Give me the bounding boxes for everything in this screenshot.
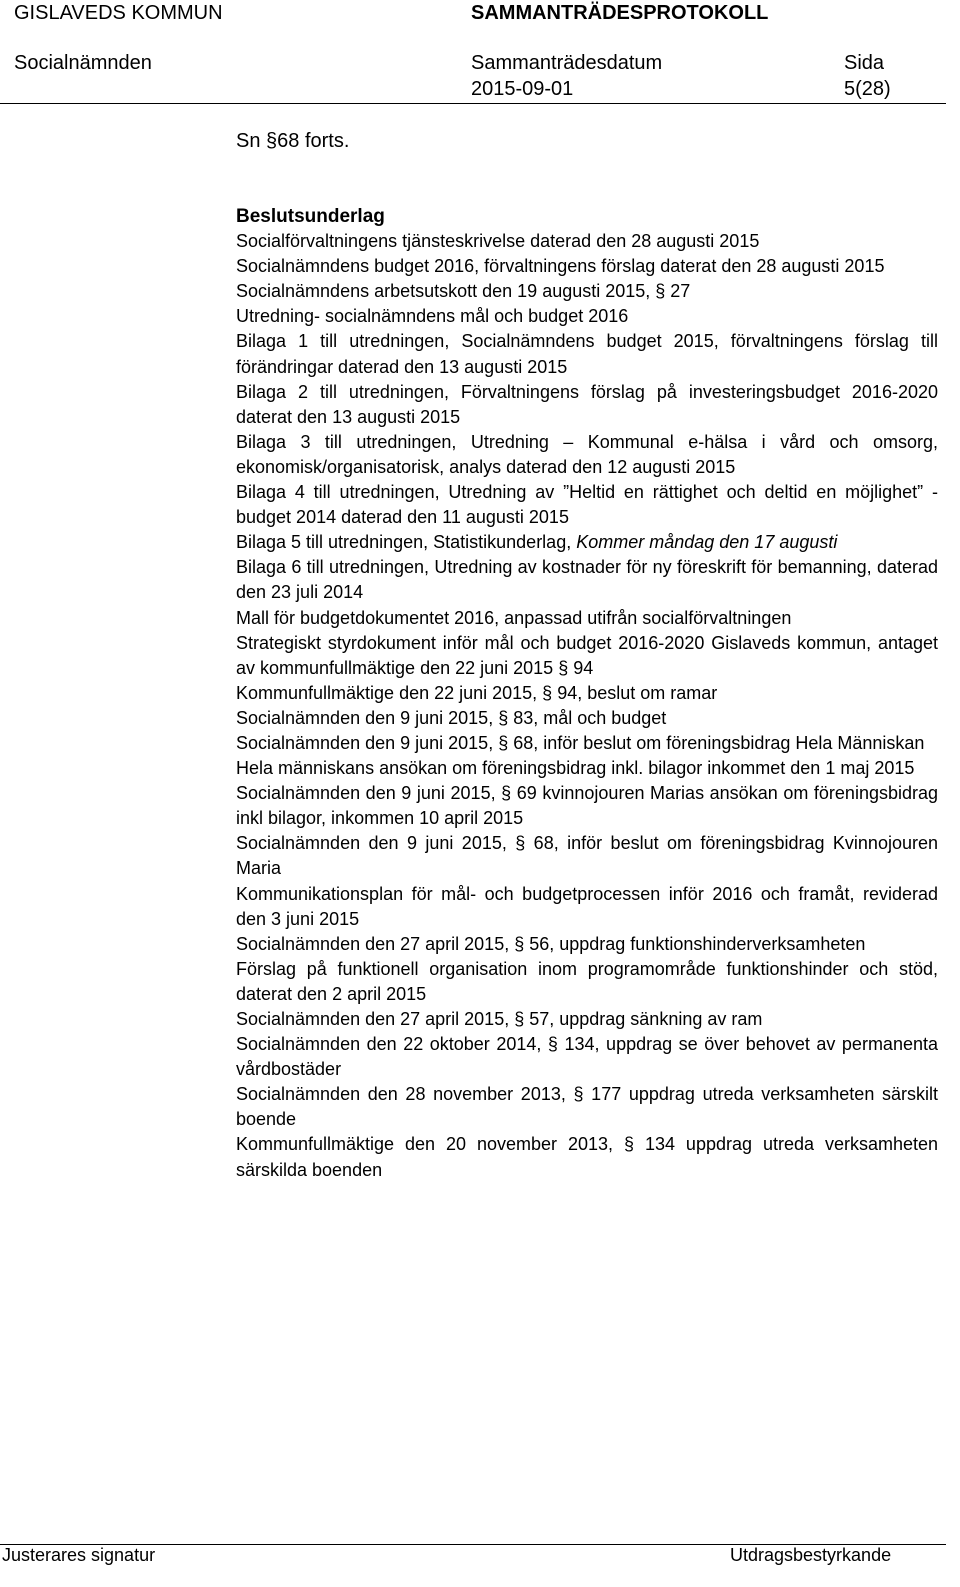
meeting-date: 2015-09-01 (471, 78, 574, 100)
list-item: Socialförvaltningens tjänsteskrivelse daterad den 28 augusti 2015 (236, 231, 760, 252)
list-item-bilaga-5 (236, 530, 938, 555)
board-name: Socialnämnden (14, 52, 152, 74)
section-reference: Sn §68 forts. (236, 130, 350, 152)
list-item-text: Bilaga 5 till utredningen, Statistikunderlag, (236, 532, 577, 553)
list-item-italic-note: Kommer måndag den 17 augusti (576, 532, 838, 553)
list-item: Kommunfullmäktige den 20 november 2013, § 134 uppdrag utreda verksamheten särskilda boenden (236, 1134, 938, 1180)
header-divider (0, 103, 946, 104)
list-item: Mall för budgetdokumentet 2016, anpassad utifrån socialförvaltningen (236, 607, 792, 628)
list-item: Socialnämndens budget 2016, förvaltningens förslag daterat den 28 augusti 2015 (236, 256, 885, 277)
list-item: Socialnämnden den 9 juni 2015, § 68, inför beslut om föreningsbidrag Hela Människan (236, 732, 925, 753)
list-item: Bilaga 4 till utredningen, Utredning av ”Heltid en rättighet och deltid en möjlighet” - budget 2014 daterad den 11 augusti 2015 (236, 482, 938, 528)
document-type: SAMMANTRÄDESPROTOKOLL (471, 2, 769, 24)
list-item: Socialnämnden den 28 november 2013, § 177 uppdrag utreda verksamheten särskilt boende (236, 1084, 938, 1130)
list-item: Bilaga 2 till utredningen, Förvaltningens förslag på investeringsbudget 2016-2020 daterat den 13 augusti 2015 (236, 381, 938, 427)
section-heading: Beslutsunderlag (236, 206, 385, 227)
list-item: Utredning- socialnämndens mål och budget 2016 (236, 306, 629, 327)
adjuster-signature-label: Justerares signatur (2, 1545, 156, 1565)
page-label: Sida (844, 52, 885, 74)
list-item: Strategiskt styrdokument inför mål och budget 2016-2020 Gislaveds kommun, antaget av kommunfullmäktige den 22 juni 2015 § 94 (236, 632, 938, 678)
list-item: Socialnämnden den 22 oktober 2014, § 134, uppdrag se över behovet av permanenta vårdbostäder (236, 1034, 938, 1080)
document-body (236, 204, 938, 1183)
document-header (0, 0, 960, 110)
list-item: Bilaga 3 till utredningen, Utredning – Kommunal e-hälsa i vård och omsorg, ekonomisk/organisatorisk, analys daterad den 12 augusti 2015 (236, 431, 938, 477)
certification-label: Utdragsbestyrkande (730, 1545, 892, 1565)
organization-name: GISLAVEDS KOMMUN (14, 2, 223, 24)
list-item: Socialnämndens arbetsutskott den 19 augusti 2015, § 27 (236, 281, 691, 302)
list-item: Socialnämnden den 27 april 2015, § 57, uppdrag sänkning av ram (236, 1009, 763, 1029)
meeting-date-label: Sammanträdesdatum (471, 52, 663, 74)
list-item: Socialnämnden den 9 juni 2015, § 69 kvinnojouren Marias ansökan om föreningsbidrag inkl bilagor, inkommen 10 april 2015 (236, 783, 938, 829)
document-footer (0, 1540, 960, 1587)
list-item: Bilaga 6 till utredningen, Utredning av kostnader för ny föreskrift för bemanning, daterad den 23 juli 2014 (236, 557, 938, 603)
list-item: Bilaga 1 till utredningen, Socialnämndens budget 2015, förvaltningens förslag till förändringar daterad den 13 augusti 2015 (236, 331, 938, 377)
list-item: Förslag på funktionell organisation inom programområde funktionshinder och stöd, daterat den 2 april 2015 (236, 958, 938, 1004)
list-item: Socialnämnden den 27 april 2015, § 56, uppdrag funktionshinderverksamheten (236, 933, 866, 954)
list-item: Socialnämnden den 9 juni 2015, § 68, inför beslut om föreningsbidrag Kvinnojouren Maria (236, 833, 938, 879)
list-item: Kommunikationsplan för mål- och budgetprocessen inför 2016 och framåt, reviderad den 3 juni 2015 (236, 883, 938, 929)
list-item: Hela människans ansökan om föreningsbidrag inkl. bilagor inkommet den 1 maj 2015 (236, 758, 915, 779)
list-item: Socialnämnden den 9 juni 2015, § 83, mål och budget (236, 707, 667, 728)
list-item: Kommunfullmäktige den 22 juni 2015, § 94, beslut om ramar (236, 682, 718, 703)
page-number: 5(28) (844, 78, 891, 100)
